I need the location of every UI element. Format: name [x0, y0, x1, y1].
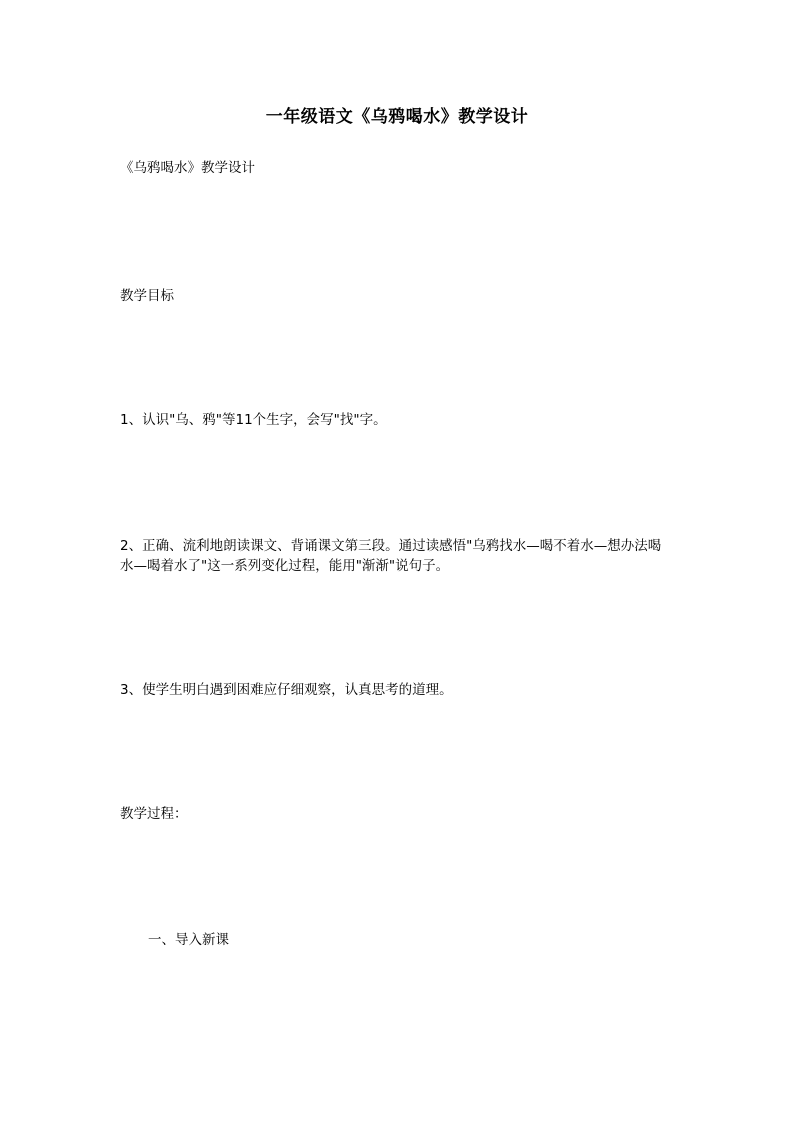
goal-item-3: 3、使学生明白遇到困难应仔细观察，认真思考的道理。 [120, 682, 453, 698]
document-title: 一年级语文《乌鸦喝水》教学设计 [265, 107, 529, 127]
goal-item-2: 2、正确、流利地朗读课文、背诵课文第三段。通过读感悟"乌鸦找水—喝不着水—想办法喝水—喝着水了"这一系列变化过程，能用"渐渐"说句子。 [120, 538, 662, 574]
subtitle-paragraph: 《乌鸦喝水》教学设计 [120, 160, 255, 176]
section-heading-process: 教学过程： [120, 806, 188, 822]
section-heading-goals: 教学目标 [120, 288, 174, 304]
process-step-1: 一、导入新课 [148, 932, 229, 948]
goal-item-1: 1、认识"乌、鸦"等11个生字，会写"找"字。 [120, 412, 387, 428]
